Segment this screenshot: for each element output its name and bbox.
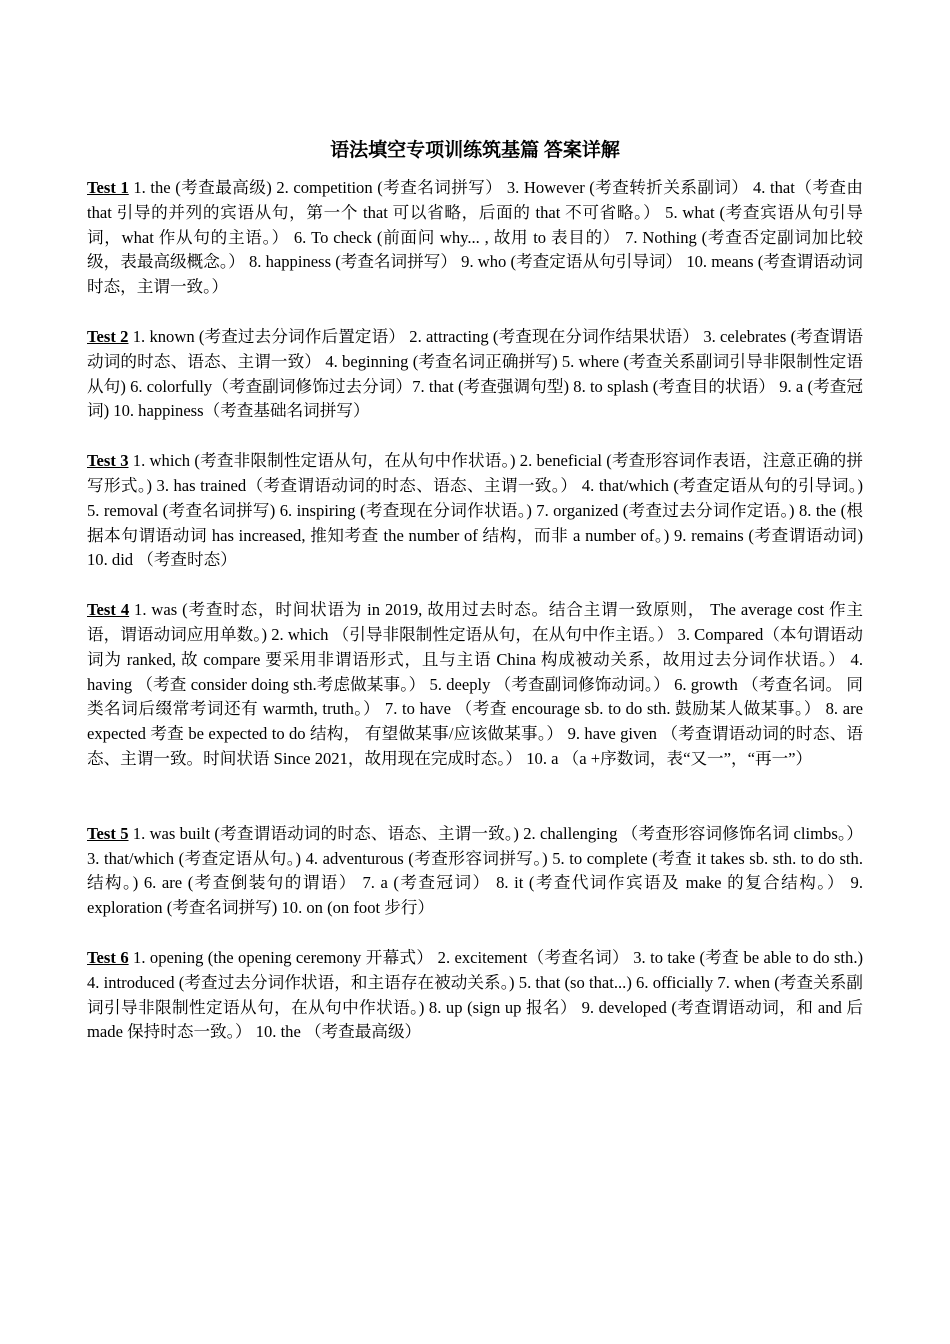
test-4-answers	[87, 598, 863, 772]
test-4-text: 1. was (考查时态，时间状语为 in 2019, 故用过去时态。结合主谓一致原则， The average cost 作主语，谓语动词应用单数。) 2. which （引导非限制性定语从句，在从句中作主语。） 3. Compared（本句谓语动词为 ranked, 故 compare 要采用非谓语形式，且与主语 China 构成被动关系，故用过去分词作状语。） 4. having （考查 consider doing sth.考虑做某事。） 5. deeply （考查副词修饰动词。） 6. growth （考查名词。 同类名词后缀常考词还有 warmth, truth。） 7. to have （考查 encourage sb. to do sth. 鼓励某人做某事。） 8. are expected 考查 be expected to do 结构， 有望做某事/应该做某事。） 9. have given （考查谓语动词的时态、语态、主谓一致。时间状语 Since 2021，故用现在完成时态。） 10. a （a +序数词，表“又一”，“再一”）	[87, 600, 863, 768]
test-5-answers	[87, 822, 863, 921]
test-6-label: Test 6	[87, 947, 129, 967]
test-4-label: Test 4	[87, 600, 130, 620]
test-6-answers	[87, 946, 863, 1045]
test-3-answers	[87, 449, 863, 573]
test-3-text: 1. which (考查非限制性定语从句，在从句中作状语。) 2. beneficial (考查形容词作表语，注意正确的拼写形式。) 3. has trained（考查谓语动词的时态、语态、主谓一致。） 4. that/which (考查定语从句的引导词。) 5. removal (考查名词拼写) 6. inspiring (考查现在分词作状语。) 7. organized (考查过去分词作定语。) 8. the (根据本句谓语动词 has increased, 推知考查 the number of 结构，而非 a number of。) 9. remains (考查谓语动词) 10. did （考查时态）	[87, 451, 863, 570]
test-5-label: Test 5	[87, 823, 129, 843]
document-title: 语法填空专项训练筑基篇 答案详解	[330, 140, 620, 161]
test-1-answers	[87, 176, 863, 300]
test-3-label: Test 3	[87, 451, 129, 471]
test-5-text: 1. was built (考查谓语动词的时态、语态、主谓一致。) 2. challenging （考查形容词修饰名词 climbs。） 3. that/which (考查定语从句。) 4. adventurous (考查形容词拼写。) 5. to complete (考查 it takes sb. sth. to do sth. 结构。) 6. are (考查倒装句的谓语） 7. a (考查冠词） 8. it (考查代词作宾语及 make 的复合结构。） 9. exploration (考查名词拼写) 10. on (on foot 步行）	[87, 823, 863, 918]
test-1-text: 1. the (考查最高级) 2. competition (考查名词拼写） 3. However (考查转折关系副词） 4. that（考查由 that 引导的并列的宾语从句，第一个 that 可以省略，后面的 that 不可省略。） 5. what (考查宾语从句引导词，what 作从句的主语。） 6. To check (前面问 why... , 故用 to 表目的） 7. Nothing (考查否定副词加比较级，表最高级概念。） 8. happiness (考查名词拼写） 9. who (考查定语从句引导词） 10. means (考查谓语动词时态，主谓一致。）	[87, 178, 863, 297]
answer-document	[87, 136, 863, 1045]
test-1-label: Test 1	[87, 178, 129, 197]
test-6-text: 1. opening (the opening ceremony 开幕式） 2. excitement（考查名词） 3. to take (考查 be able to do sth.) 4. introduced (考查过去分词作状语，和主语存在被动关系。) 5. that (so that...) 6. officially 7. when (考查关系副词引导非限制性定语从句，在从句中作状语。) 8. up (sign up 报名） 9. developed (考查谓语动词，和 and 后 made 保持时态一致。） 10. the （考查最高级）	[87, 947, 863, 1042]
test-2-label: Test 2	[87, 326, 129, 346]
test-2-text: 1. known (考查过去分词作后置定语） 2. attracting (考查现在分词作结果状语） 3. celebrates (考查谓语动词的时态、语态、主谓一致） 4. beginning (考查名词正确拼写) 5. where (考查关系副词引导非限制性定语从句) 6. colorfully（考查副词修饰过去分词）7. that (考查强调句型) 8. to splash (考查目的状语） 9. a (考查冠词) 10. happiness（考查基础名词拼写）	[87, 326, 864, 421]
test-2-answers	[87, 325, 863, 424]
